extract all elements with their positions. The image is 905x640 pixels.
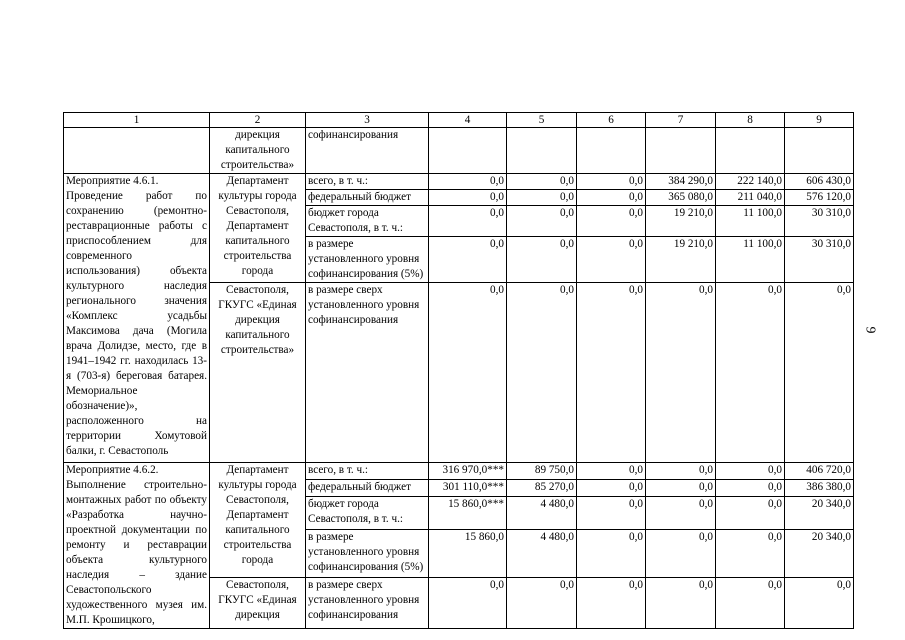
value-cell: 0,0: [716, 529, 785, 578]
header-cell: 6: [577, 113, 646, 128]
value-cell: 0,0: [429, 206, 507, 237]
value-cell: 222 140,0: [716, 174, 785, 190]
value-cell: 0,0: [716, 283, 785, 463]
value-cell: 0,0: [716, 479, 785, 496]
measure-4-6-2-executor-a: Департамент культуры города Севастополя, Департамент капитального строительства города: [210, 463, 306, 578]
header-row: [64, 113, 854, 128]
table-row: [64, 463, 854, 480]
value-cell: 0,0: [577, 190, 646, 206]
value-cell: 0,0: [507, 237, 577, 283]
header-cell: 1: [64, 113, 210, 128]
funding-source: федеральный бюджет: [306, 190, 429, 206]
value-cell: 15 860,0: [429, 529, 507, 578]
value-cell: 386 380,0: [785, 479, 854, 496]
cont-cell: [577, 128, 646, 174]
cont-cell: [716, 128, 785, 174]
funding-source: всего, в т. ч.:: [306, 463, 429, 480]
value-cell: 15 860,0***: [429, 496, 507, 529]
measure-4-6-1-description: Мероприятие 4.6.1. Проведение работ по сохранению (ремонтно-реставрационные работы с приспособлением для современного использования) объекта культурного наследия регионального значения «Комплекс усадьбы Максимова дача (Могила врача Долидзе, место, где в 1941–1942 гг. находилась 13-я (703-я) береговая батарея. Мемориальное обозначение)», расположенного на территории Хомутовой балки, г. Севастополь: [64, 174, 210, 463]
value-cell: 0,0: [429, 237, 507, 283]
funding-source: в размере сверх установленного уровня софинансирования: [306, 283, 429, 463]
header-cell: 9: [785, 113, 854, 128]
value-cell: 0,0: [577, 237, 646, 283]
cont-cell: [507, 128, 577, 174]
value-cell: 406 720,0: [785, 463, 854, 480]
value-cell: 316 970,0***: [429, 463, 507, 480]
value-cell: 0,0: [577, 174, 646, 190]
header-cell: 2: [210, 113, 306, 128]
cont-cell: [646, 128, 716, 174]
table-row: [64, 174, 854, 190]
value-cell: 0,0: [646, 529, 716, 578]
value-cell: 301 110,0***: [429, 479, 507, 496]
funding-source: в размере установленного уровня софинансирования (5%): [306, 237, 429, 283]
value-cell: 0,0: [577, 463, 646, 480]
value-cell: 0,0: [577, 206, 646, 237]
value-cell: 85 270,0: [507, 479, 577, 496]
value-cell: 0,0: [429, 578, 507, 629]
value-cell: 0,0: [577, 529, 646, 578]
value-cell: 0,0: [646, 283, 716, 463]
value-cell: 0,0: [429, 190, 507, 206]
value-cell: 0,0: [646, 496, 716, 529]
cont-cell: [429, 128, 507, 174]
value-cell: 0,0: [429, 174, 507, 190]
value-cell: 0,0: [507, 190, 577, 206]
value-cell: 89 750,0: [507, 463, 577, 480]
measure-4-6-2-executor-b: Севастополя, ГКУГС «Единая дирекция: [210, 578, 306, 629]
value-cell: 0,0: [577, 283, 646, 463]
header-cell: 8: [716, 113, 785, 128]
value-cell: 0,0: [507, 283, 577, 463]
value-cell: 0,0: [646, 463, 716, 480]
header-cell: 5: [507, 113, 577, 128]
cont-cell: [785, 128, 854, 174]
value-cell: 11 100,0: [716, 206, 785, 237]
funding-source: бюджет города Севастополя, в т. ч.:: [306, 206, 429, 237]
header-cell: 4: [429, 113, 507, 128]
value-cell: 0,0: [646, 479, 716, 496]
value-cell: 0,0: [507, 174, 577, 190]
cont-source: софинансирования: [306, 128, 429, 174]
value-cell: 0,0: [646, 578, 716, 629]
cont-executor: дирекция капитального строительства»: [210, 128, 306, 174]
budget-table: [63, 112, 854, 629]
value-cell: 11 100,0: [716, 237, 785, 283]
value-cell: 0,0: [716, 463, 785, 480]
value-cell: 0,0: [507, 578, 577, 629]
value-cell: 30 310,0: [785, 237, 854, 283]
value-cell: 384 290,0: [646, 174, 716, 190]
continuation-row: [64, 128, 854, 174]
value-cell: 4 480,0: [507, 496, 577, 529]
value-cell: 0,0: [507, 206, 577, 237]
page-number: 9: [862, 326, 878, 334]
value-cell: 0,0: [577, 578, 646, 629]
value-cell: 19 210,0: [646, 237, 716, 283]
value-cell: 0,0: [785, 578, 854, 629]
funding-source: бюджет города Севастополя, в т. ч.:: [306, 496, 429, 529]
value-cell: 0,0: [785, 283, 854, 463]
value-cell: 20 340,0: [785, 496, 854, 529]
value-cell: 0,0: [577, 496, 646, 529]
funding-source: в размере установленного уровня софинансирования (5%): [306, 529, 429, 578]
value-cell: 0,0: [716, 496, 785, 529]
value-cell: 20 340,0: [785, 529, 854, 578]
header-cell: 3: [306, 113, 429, 128]
funding-source: всего, в т. ч.:: [306, 174, 429, 190]
funding-source: в размере сверх установленного уровня софинансирования: [306, 578, 429, 629]
value-cell: 0,0: [429, 283, 507, 463]
value-cell: 4 480,0: [507, 529, 577, 578]
measure-4-6-2-description: Мероприятие 4.6.2. Выполнение строительно-монтажных работ по объекту «Разработка научно-проектной документации по ремонту и реставрации объекта культурного наследия – здание Севастопольского художественного музея им. М.П. Крошицкого,: [64, 463, 210, 629]
value-cell: 606 430,0: [785, 174, 854, 190]
value-cell: 0,0: [716, 578, 785, 629]
header-cell: 7: [646, 113, 716, 128]
value-cell: 30 310,0: [785, 206, 854, 237]
measure-4-6-1-executor-a: Департамент культуры города Севастополя, Департамент капитального строительства города: [210, 174, 306, 283]
value-cell: 365 080,0: [646, 190, 716, 206]
funding-source: федеральный бюджет: [306, 479, 429, 496]
measure-4-6-1-executor-b: Севастополя, ГКУГС «Единая дирекция капитального строительства»: [210, 283, 306, 463]
value-cell: 0,0: [577, 479, 646, 496]
value-cell: 211 040,0: [716, 190, 785, 206]
cont-col1: [64, 128, 210, 174]
value-cell: 576 120,0: [785, 190, 854, 206]
value-cell: 19 210,0: [646, 206, 716, 237]
